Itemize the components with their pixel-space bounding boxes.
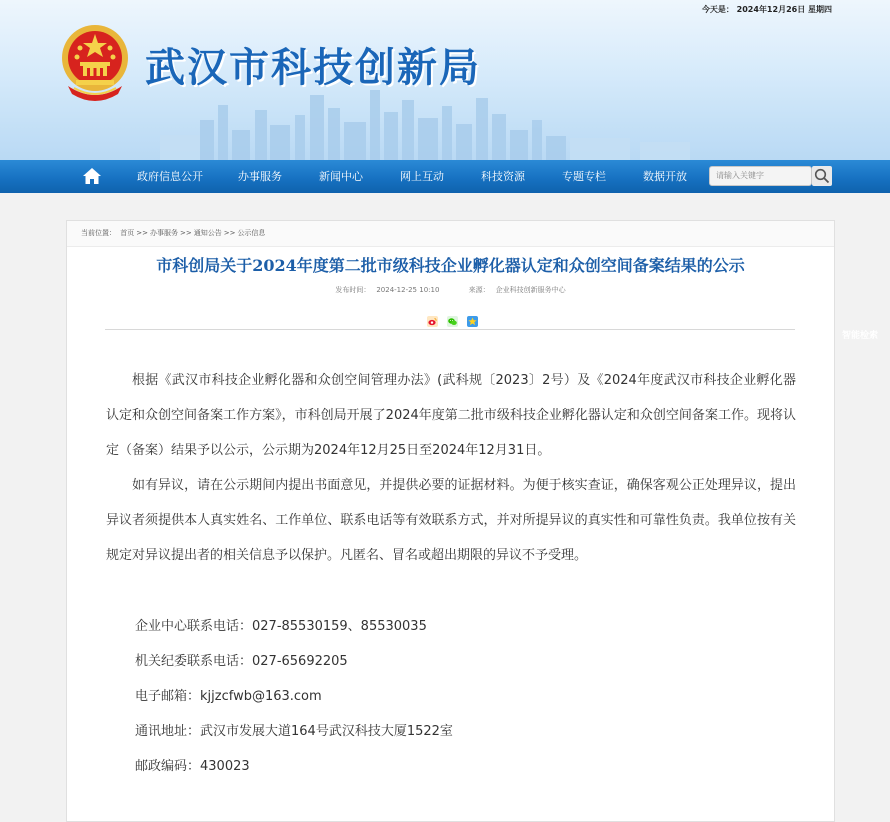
publish-label: 发布时间：	[335, 286, 371, 294]
weibo-icon[interactable]	[427, 312, 438, 323]
site-header	[0, 0, 890, 160]
nav-item-news[interactable]: 新闻中心	[319, 170, 363, 183]
nav-item-gov-info[interactable]: 政府信息公开	[137, 170, 203, 183]
title-divider	[105, 329, 795, 330]
breadcrumb-home[interactable]: 首页	[120, 229, 135, 237]
share-bar	[427, 307, 482, 321]
article-paragraph: 如有异议，请在公示期间内提出书面意见，并提供必要的证据材料。为便于核实查证，确保客观公正处理异议，提出异议者须提供本人真实姓名、工作单位、联系电话等有效联系方式，并对所提异议的真实性和可靠性负责。我单位按有关规定对异议提出者的相关信息予以保护。凡匿名、冒名或超出期限的异议不予受理。	[106, 478, 796, 563]
breadcrumb-services[interactable]: 办事服务	[149, 229, 178, 237]
site-title[interactable]: 武汉市科技创新局	[145, 44, 481, 91]
national-emblem-icon	[60, 24, 130, 102]
contact-email: 电子邮箱：kjjzcfwb@163.com	[135, 689, 322, 704]
wechat-icon[interactable]	[447, 312, 458, 323]
article-paragraph: 根据《武汉市科技企业孵化器和众创空间管理办法》(武科规〔2023〕2号）及《2024年度武汉市科技企业孵化器认定和众创空间备案工作方案》，市科创局开展了2024年度第二批市级科技企业孵化器认定和众创空间备案工作。现将认定（备案）结果予以公示，公示期为2024年12月25日至2024年12月31日。	[106, 373, 796, 458]
breadcrumb	[67, 221, 834, 247]
contact-enterprise-phone: 企业中心联系电话：027-85530159、85530035	[135, 619, 427, 634]
date-display	[702, 4, 832, 15]
nav-item-open-data[interactable]: 数据开放	[643, 170, 687, 183]
advanced-search-link[interactable]: 智能检索	[842, 331, 879, 341]
nav-item-interaction[interactable]: 网上互动	[400, 170, 444, 183]
weekday: 星期四	[808, 5, 832, 14]
nav-item-resources[interactable]: 科技资源	[481, 170, 525, 183]
contact-discipline-phone: 机关纪委联系电话：027-65692205	[135, 654, 348, 669]
contact-info	[135, 609, 453, 784]
breadcrumb-separator: >>	[179, 229, 192, 237]
contact-address: 通讯地址：武汉市发展大道164号武汉科技大厦1522室	[135, 724, 453, 739]
breadcrumb-label: 当前位置：	[81, 229, 116, 237]
article-meta	[67, 285, 834, 295]
home-icon[interactable]	[82, 166, 102, 186]
qzone-icon[interactable]	[467, 312, 478, 323]
date-label: 今天是：	[701, 5, 734, 14]
publish-time: 2024-12-25 10:10	[376, 286, 440, 294]
breadcrumb-public-info[interactable]: 公示信息	[237, 229, 266, 237]
source-label: 来源：	[468, 286, 490, 294]
nav-item-topics[interactable]: 专题专栏	[562, 170, 606, 183]
breadcrumb-notices[interactable]: 通知公告	[193, 229, 222, 237]
date-value: 2024年12月26日	[736, 5, 806, 14]
article-body	[106, 363, 796, 573]
nav-item-services[interactable]: 办事服务	[238, 170, 282, 183]
contact-postcode: 邮政编码：430023	[135, 759, 250, 774]
source-value: 企业科技创新服务中心	[495, 286, 566, 294]
article-panel	[66, 220, 835, 822]
breadcrumb-separator: >>	[223, 229, 236, 237]
search-icon[interactable]	[812, 166, 832, 186]
article-title: 市科创局关于2024年度第二批市级科技企业孵化器认定和众创空间备案结果的公示	[156, 256, 745, 275]
breadcrumb-separator: >>	[136, 229, 148, 237]
search-input[interactable]: 请输入关键字	[709, 166, 812, 186]
